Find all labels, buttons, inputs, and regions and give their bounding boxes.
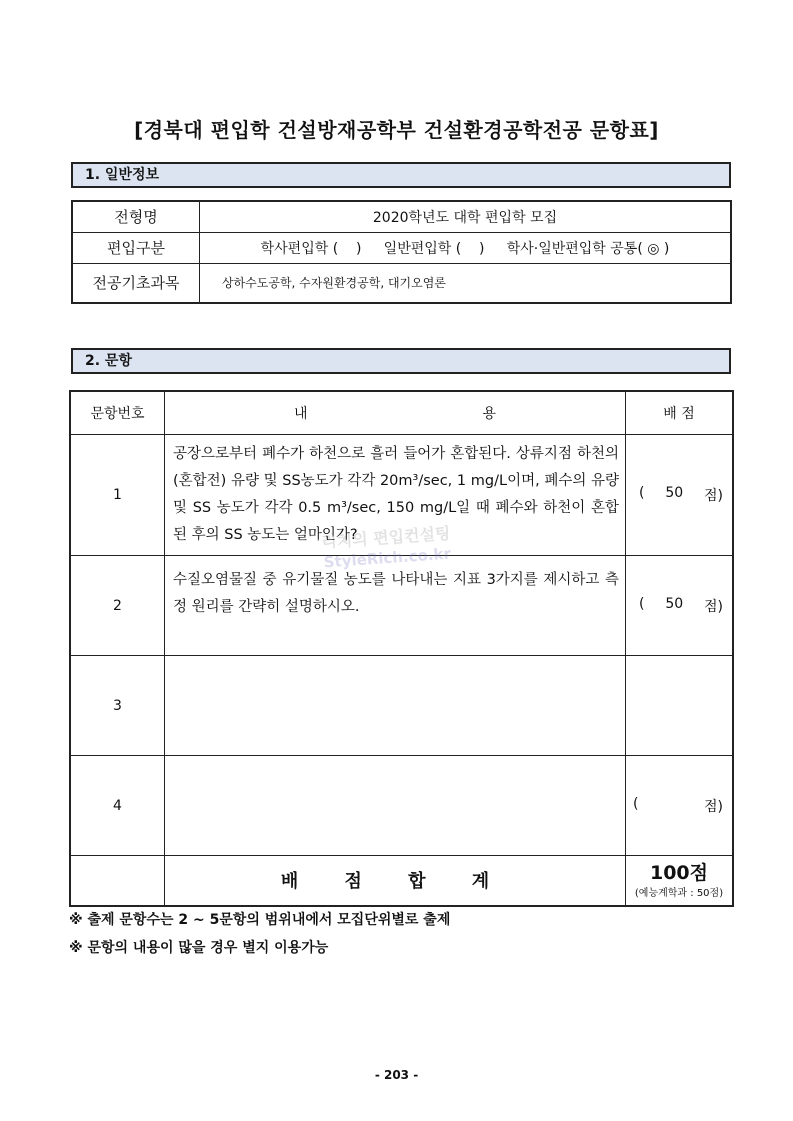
header-content-left: 내 — [294, 406, 308, 422]
header-number: 문항번호 — [70, 391, 165, 435]
note-question-count: ※ 출제 문항수는 2 ~ 5문항의 범위내에서 모집단위별로 출제 — [69, 912, 451, 928]
table-row — [70, 435, 733, 556]
info-row-transfer-type — [72, 232, 731, 263]
page-number: - 203 - — [374, 1068, 419, 1082]
question-number: 4 — [70, 756, 165, 856]
header-content — [165, 391, 626, 435]
question-text — [165, 756, 626, 856]
question-score: ( 점) — [626, 756, 734, 856]
info-row-subjects — [72, 263, 731, 303]
header-score: 배 점 — [626, 391, 734, 435]
watermark: 리치의 편입컨설팅 StyleRich.co.kr — [320, 523, 452, 572]
header-content-right: 용 — [482, 406, 496, 422]
info-label: 전공기초과목 — [72, 263, 200, 303]
page-title: [경북대 편입학 건설방재공학부 건설환경공학전공 문항표] — [134, 118, 659, 142]
note-extra-sheet: ※ 문항의 내용이 많을 경우 별지 이용가능 — [69, 940, 329, 956]
general-info-table — [71, 200, 732, 304]
table-row — [70, 556, 733, 656]
total-label: 배 점 합 계 — [165, 856, 626, 906]
info-value: 학사편입학 ( ) 일반편입학 ( ) 학사·일반편입학 공통( ◎ ) — [200, 232, 732, 263]
question-score — [626, 656, 734, 756]
table-row — [70, 756, 733, 856]
total-value: 100점 — [649, 861, 708, 884]
total-row — [70, 856, 733, 906]
info-label: 편입구분 — [72, 232, 200, 263]
questions-header-row — [70, 391, 733, 435]
section-questions-heading: 2. 문항 — [71, 348, 731, 374]
question-number: 1 — [70, 435, 165, 556]
question-number: 2 — [70, 556, 165, 656]
info-row-exam-name — [72, 201, 731, 232]
questions-table — [69, 390, 734, 907]
question-text: 수질오염물질 중 유기물질 농도를 나타내는 지표 3가지를 제시하고 측정 원리를 간략히 설명하시오. — [165, 556, 626, 656]
question-score: ( 50 점) — [626, 556, 734, 656]
info-value: 2020학년도 대학 편입학 모집 — [200, 201, 732, 232]
total-note: (예능계학과 : 50점) — [634, 887, 724, 899]
question-text — [165, 656, 626, 756]
section-general-info-heading: 1. 일반정보 — [71, 162, 731, 188]
info-label: 전형명 — [72, 201, 200, 232]
question-number: 3 — [70, 656, 165, 756]
question-score: ( 50 점) — [626, 435, 734, 556]
table-row — [70, 656, 733, 756]
question-text: 공장으로부터 폐수가 하천으로 흘러 들어가 혼합된다. 상류지점 하천의(혼합전) 유량 및 SS농도가 각각 20m³/sec, 1 mg/L이며, 폐수의 유량 및 SS 농도가 각각 0.5 m³/sec, 150 mg/L일 때 폐수와 하천이 혼합된 후의 SS 농도는 얼마인가? — [165, 435, 626, 556]
total-score — [626, 856, 734, 906]
info-value: 상하수도공학, 수자원환경공학, 대기오염론 — [200, 263, 732, 303]
